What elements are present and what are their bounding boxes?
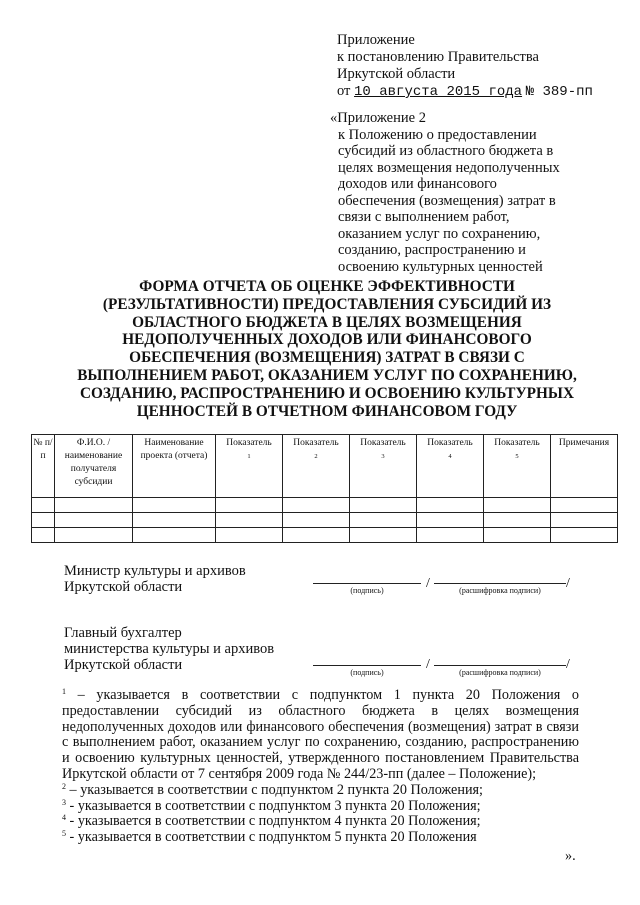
footnotes [62, 688, 579, 846]
minister-title: Министр культуры и архивов [64, 563, 246, 579]
table-cell [350, 528, 417, 543]
indicator-label: Показатель [494, 438, 540, 448]
indicator-footnote: 1 [247, 453, 251, 460]
title-line: ФОРМА ОТЧЕТА ОБ ОЦЕНКЕ ЭФФЕКТИВНОСТИ [139, 278, 515, 295]
indicator-footnote: 2 [314, 453, 318, 460]
table-header-row [32, 435, 618, 498]
table-cell [484, 498, 551, 513]
table-cell [216, 498, 283, 513]
table-cell [283, 528, 350, 543]
annex2-line: оказанием услуг по сохранению, [338, 225, 541, 242]
header-indicator [350, 435, 417, 498]
table-row [32, 498, 618, 513]
annex-header [337, 32, 593, 101]
indicator-label: Показатель [427, 438, 473, 448]
indicator-label: Показатель [293, 438, 339, 448]
header-indicator [417, 435, 484, 498]
signature-caption: (подпись) [350, 586, 384, 595]
table-cell [216, 513, 283, 528]
header-notes: Примечания [551, 435, 618, 498]
table-cell [417, 498, 484, 513]
accountant-ministry: министерства культуры и архивов [64, 641, 275, 657]
transcript-line [434, 665, 566, 666]
annex-resolution-ref: к постановлению Правительства [337, 49, 539, 65]
annex-region: Иркутской области [337, 66, 456, 82]
table-cell [551, 528, 618, 543]
annex2-header [330, 110, 600, 275]
indicator-footnote: 3 [381, 453, 385, 460]
annex2-title: «Приложение 2 [330, 110, 426, 126]
accountant-signature-block [64, 625, 274, 673]
annex2-line: связи с выполнением работ, [338, 209, 510, 225]
footnote-text: – указывается в соответствии с подпунктом 1 пункта 20 Положения о предоставлении субсидий из областного бюджета в целях возмещения недополученных доходов или финансового обеспечения (возмещения) затрат в связи с выполнением работ, оказанием услуг по сохранению, созданию, распространению и освоению культурных ценностей, утвержденного постановлением Правительства Иркутской области от 7 сентября 2009 года № 244/23-пп (далее – Положение); [62, 687, 579, 782]
annex2-line: доходов или финансового [338, 176, 497, 192]
title-line: ОБЛАСТНОГО БЮДЖЕТА В ЦЕЛЯХ ВОЗМЕЩЕНИЯ [132, 313, 522, 331]
table-cell [55, 513, 133, 528]
slash-left: / [426, 576, 430, 591]
signature-line [313, 665, 421, 666]
footnote-3 [62, 799, 579, 815]
table-cell [551, 498, 618, 513]
table-cell [55, 528, 133, 543]
title-line: СОЗДАНИЮ, РАСПРОСТРАНЕНИЮ И ОСВОЕНИЮ КУЛЬТУРНЫХ [79, 384, 574, 402]
minister-signature-block [64, 563, 246, 595]
title-line: ВЫПОЛНЕНИЕМ РАБОТ, ОКАЗАНИЕМ УСЛУГ ПО СОХРАНЕНИЮ, [77, 366, 577, 384]
table-cell [350, 498, 417, 513]
footnote-text: - указывается в соответствии с подпунктом 4 пункта 20 Положения; [66, 813, 481, 830]
title-line: (РЕЗУЛЬТАТИВНОСТИ) ПРЕДОСТАВЛЕНИЯ СУБСИДИЙ ИЗ [102, 295, 552, 313]
annex-title: Приложение [337, 32, 415, 48]
annex2-line: созданию, распространению и [338, 242, 526, 258]
table-cell [133, 513, 216, 528]
minister-region: Иркутской области [64, 579, 183, 595]
annex-from-label: от [337, 83, 351, 99]
transcript-caption: (расшифровка подписи) [459, 668, 541, 677]
table-cell [32, 513, 55, 528]
indicator-label: Показатель [226, 438, 272, 448]
footnote-2 [62, 783, 579, 799]
footnote-text: - указывается в соответствии с подпунктом 5 пункта 20 Положения [66, 829, 477, 846]
table-cell [55, 498, 133, 513]
table-cell [484, 528, 551, 543]
annex-date: 10 августа 2015 года [354, 84, 523, 100]
header-indicator [283, 435, 350, 498]
footnote-text: – указывается в соответствии с подпунктом 2 пункта 20 Положения; [66, 781, 483, 798]
indicator-footnote: 4 [448, 453, 452, 460]
slash-right: / [566, 576, 570, 591]
table-cell [350, 513, 417, 528]
annex2-line: субсидий из областного бюджета в [338, 143, 554, 159]
header-no: № п/п [32, 435, 55, 498]
annex2-line: целях возмещения недополученных [338, 159, 560, 176]
table-cell [417, 528, 484, 543]
footnote-mark: 2 [62, 781, 66, 791]
footnote-text: - указывается в соответствии с подпунктом 3 пункта 20 Положения; [66, 797, 481, 814]
transcript-caption: (расшифровка подписи) [459, 586, 541, 595]
indicator-footnote: 5 [515, 453, 519, 460]
header-project: Наименование проекта (отчета) [133, 435, 216, 498]
closing-quote: ». [565, 848, 576, 864]
footnote-5 [62, 830, 579, 846]
report-table [31, 434, 618, 543]
table-cell [216, 528, 283, 543]
accountant-title: Главный бухгалтер [64, 625, 182, 641]
footnote-mark: 4 [62, 813, 66, 823]
table-cell [283, 513, 350, 528]
accountant-region: Иркутской области [64, 657, 183, 673]
annex2-line: освоению культурных ценностей [338, 258, 543, 275]
footnote-mark: 3 [62, 797, 66, 807]
form-title [58, 278, 596, 420]
table-cell [484, 513, 551, 528]
annex2-line: к Положению о предоставлении [338, 126, 537, 143]
annex2-line: обеспечения (возмещения) затрат в [338, 192, 556, 209]
footnote-1 [62, 688, 579, 783]
table-cell [133, 528, 216, 543]
footnote-4 [62, 814, 579, 830]
title-line: ОБЕСПЕЧЕНИЯ (ВОЗМЕЩЕНИЯ) ЗАТРАТ В СВЯЗИ С [129, 349, 525, 367]
slash-right: / [566, 657, 570, 672]
header-recipient: Ф.И.О. / наименование получателя субсидии [55, 435, 133, 498]
slash-left: / [426, 657, 430, 672]
indicator-label: Показатель [360, 438, 406, 448]
header-indicator [484, 435, 551, 498]
annex-date-line [337, 83, 593, 101]
table-cell [32, 528, 55, 543]
title-line: НЕДОПОЛУЧЕННЫХ ДОХОДОВ ИЛИ ФИНАНСОВОГО [122, 331, 532, 349]
transcript-line [434, 583, 566, 584]
footnote-mark: 5 [62, 829, 66, 839]
table-row [32, 513, 618, 528]
title-line: ЦЕННОСТЕЙ В ОТЧЕТНОМ ФИНАНСОВОМ ГОДУ [136, 402, 518, 420]
table-cell [32, 498, 55, 513]
signature-line [313, 583, 421, 584]
table-cell [133, 498, 216, 513]
table-cell [417, 513, 484, 528]
header-indicator [216, 435, 283, 498]
table-cell [551, 513, 618, 528]
footnote-mark: 1 [62, 687, 66, 696]
annex-number: № 389-пп [525, 84, 593, 100]
table-cell [283, 498, 350, 513]
signature-caption: (подпись) [350, 668, 384, 677]
table-row [32, 528, 618, 543]
